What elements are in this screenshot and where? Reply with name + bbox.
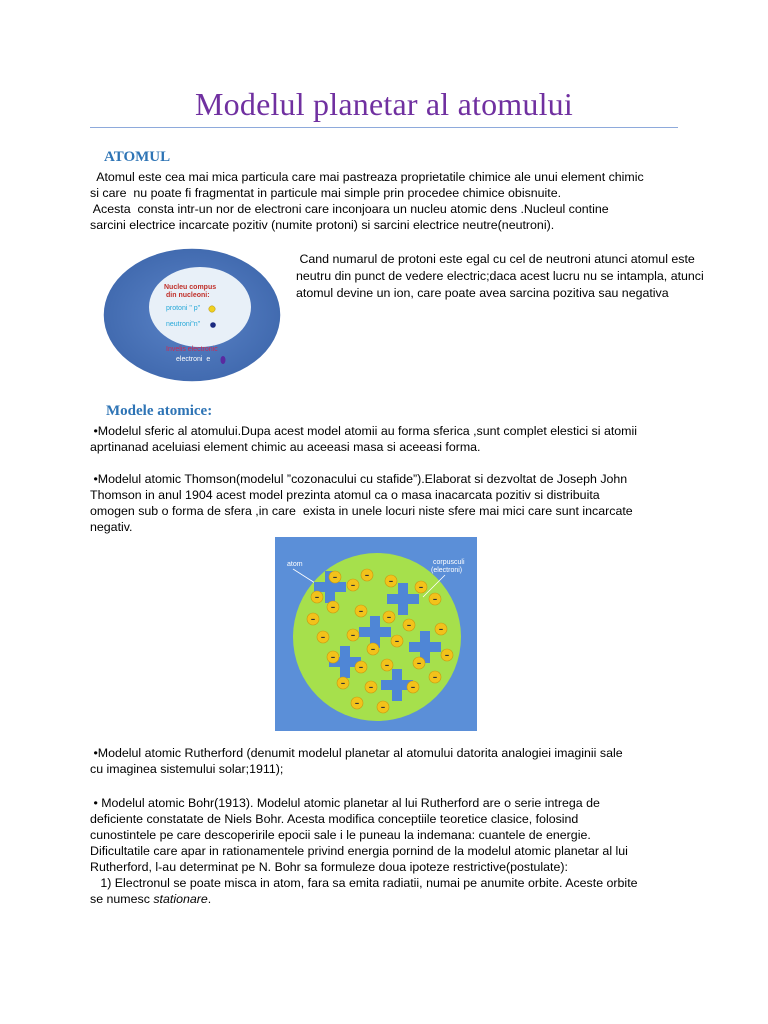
models-paragraph-1 [90, 423, 637, 455]
svg-text:–: – [320, 633, 326, 643]
corpuscle-caption-line2: (electroni) [431, 567, 463, 574]
atom-paragraph [90, 169, 644, 233]
electron-icon [337, 677, 349, 689]
electron-icon [311, 591, 323, 603]
models-paragraph-4 [90, 795, 638, 907]
atom-structure-image [102, 247, 282, 383]
electron-icon [435, 623, 447, 635]
text-line: Cand numarul de protoni este egal cu cel de neutroni atunci atomul este [296, 252, 695, 266]
electron-icon [355, 605, 367, 617]
electron-icon [307, 613, 319, 625]
text-line: negativ. [90, 520, 133, 534]
svg-text:–: – [340, 679, 346, 689]
models-paragraph-2 [90, 471, 633, 535]
atom-side-paragraph [296, 251, 704, 302]
nucleus-label-line2: din nucleoni: [166, 292, 210, 299]
electron-icon [403, 619, 415, 631]
electron-icon [381, 659, 393, 671]
svg-text:–: – [388, 577, 394, 587]
protons-label: protoni " p" [166, 305, 201, 312]
text-line: Atomul este cea mai mica particula care mai pastreaza proprietatile chimice ale unui element chimic [90, 170, 644, 184]
text-line: sarcini electrice incarcate pozitiv (numite protoni) si sarcini electrice neutre(neutroni). [90, 218, 555, 232]
text-line: Rutherford, l-au determinat pe N. Bohr sa formuleze doua ipoteze restrictive(postulate): [90, 860, 568, 874]
svg-text:–: – [314, 593, 320, 603]
electron-icon [351, 697, 363, 709]
svg-text:–: – [354, 699, 360, 709]
text-span: . [207, 892, 212, 906]
svg-text:–: – [368, 683, 374, 693]
electron-icon [221, 356, 226, 364]
section-heading-models: Modele atomice: [106, 403, 213, 419]
neutron-icon [210, 322, 216, 328]
svg-text:–: – [410, 683, 416, 693]
electrons-label: electroni e [176, 356, 211, 363]
models-paragraph-3 [90, 745, 623, 777]
svg-text:–: – [370, 645, 376, 655]
svg-text:–: – [364, 571, 370, 581]
text-line: Dificultatile care apar in rationamentele privind energia pornind de la modelul atomic planetar al lui [90, 844, 628, 858]
text-line: atomul devine un ion, care poate avea sarcina pozitiva sau negativa [296, 286, 669, 300]
text-line: omogen sub o forma de sfera ,in care exista in unele locuri niste sfere mai mici care sunt incarcate [90, 504, 633, 518]
atom-caption: atom [287, 561, 303, 568]
text-line: deficiente constatate de Niels Bohr. Acesta modifica conceptiile teoretice clasice, folosind [90, 812, 579, 826]
svg-text:–: – [384, 661, 390, 671]
page-title: Modelul planetar al atomului [195, 86, 573, 122]
text-line: cunostintele pe care descoperirile epocii sale i le puneau la indemana: cuantele de energie. [90, 828, 591, 842]
electron-icon [391, 635, 403, 647]
svg-text:–: – [432, 595, 438, 605]
electron-icon [327, 601, 339, 613]
electron-icon [365, 681, 377, 693]
text-line: •Modelul atomic Rutherford (denumit modelul planetar al atomului datorita analogiei imaginii sale [90, 746, 623, 760]
electron-icon [317, 631, 329, 643]
electron-icon [385, 575, 397, 587]
electron-icon [413, 657, 425, 669]
svg-text:–: – [406, 621, 412, 631]
svg-text:–: – [380, 703, 386, 713]
italic-term: stationare [153, 892, 208, 906]
shell-label: Invelis electronic [166, 346, 218, 353]
svg-text:–: – [438, 625, 444, 635]
title-divider [90, 127, 678, 128]
electron-icon [383, 611, 395, 623]
electron-icon [327, 651, 339, 663]
text-line: cu imaginea sistemului solar;1911); [90, 762, 284, 776]
text-line: •Modelul sferic al atomului.Dupa acest model atomii au forma sferica ,sunt complet elestici si atomii [90, 424, 637, 438]
text-line: Acesta consta intr-un nor de electroni care inconjoara un nucleu atomic dens .Nucleul contine [90, 202, 609, 216]
svg-text:–: – [358, 663, 364, 673]
text-line: aprtinanad aceluiasi element chimic au aceeasi masa si aceeasi forma. [90, 440, 481, 454]
svg-text:–: – [358, 607, 364, 617]
svg-text:–: – [310, 615, 316, 625]
text-line [90, 891, 638, 907]
electron-icon [407, 681, 419, 693]
text-line: neutru din punct de vedere electric;daca acest lucru nu se intampla, atunci [296, 269, 704, 283]
nucleus-label-line1: Nucleu compus [164, 284, 217, 291]
electron-icon [429, 593, 441, 605]
svg-text:–: – [330, 653, 336, 663]
section-heading-atom: ATOMUL [104, 149, 171, 165]
svg-text:–: – [330, 603, 336, 613]
text-line: si care nu poate fi fragmentat in particule mai simple prin procedee chimice obisnuite. [90, 186, 562, 200]
svg-text:–: – [416, 659, 422, 669]
corpuscle-caption-line1: corpusculi [433, 559, 465, 566]
electron-icon [367, 643, 379, 655]
electron-icon [361, 569, 373, 581]
text-span: se numesc [90, 892, 154, 906]
electron-icon [355, 661, 367, 673]
electron-icon [377, 701, 389, 713]
svg-text:–: – [332, 573, 338, 583]
text-line: 1) Electronul se poate misca in atom, fara sa emita radiatii, numai pe anumite orbite. Aceste orbite [90, 876, 638, 890]
proton-icon [209, 306, 215, 312]
electron-icon [429, 671, 441, 683]
svg-text:–: – [394, 637, 400, 647]
text-line: • Modelul atomic Bohr(1913). Modelul atomic planetar al lui Rutherford are o serie intrega de [90, 796, 600, 810]
electron-icon [347, 629, 359, 641]
thomson-model-image [275, 537, 477, 731]
svg-text:–: – [350, 631, 356, 641]
electron-icon [415, 581, 427, 593]
text-line: Thomson in anul 1904 acest model prezinta atomul ca o masa inacarcata pozitiv si distribuita [90, 488, 600, 502]
neutrons-label: neutroni"n" [166, 321, 201, 328]
electron-icon [441, 649, 453, 661]
text-line: •Modelul atomic Thomson(modelul ”cozonacului cu stafide”).Elaborat si dezvoltat de Joseph John [90, 472, 628, 486]
svg-text:–: – [444, 651, 450, 661]
svg-text:–: – [432, 673, 438, 683]
svg-text:–: – [418, 583, 424, 593]
electron-icon [329, 571, 341, 583]
electron-icon [347, 579, 359, 591]
svg-text:–: – [386, 613, 392, 623]
svg-text:–: – [350, 581, 356, 591]
